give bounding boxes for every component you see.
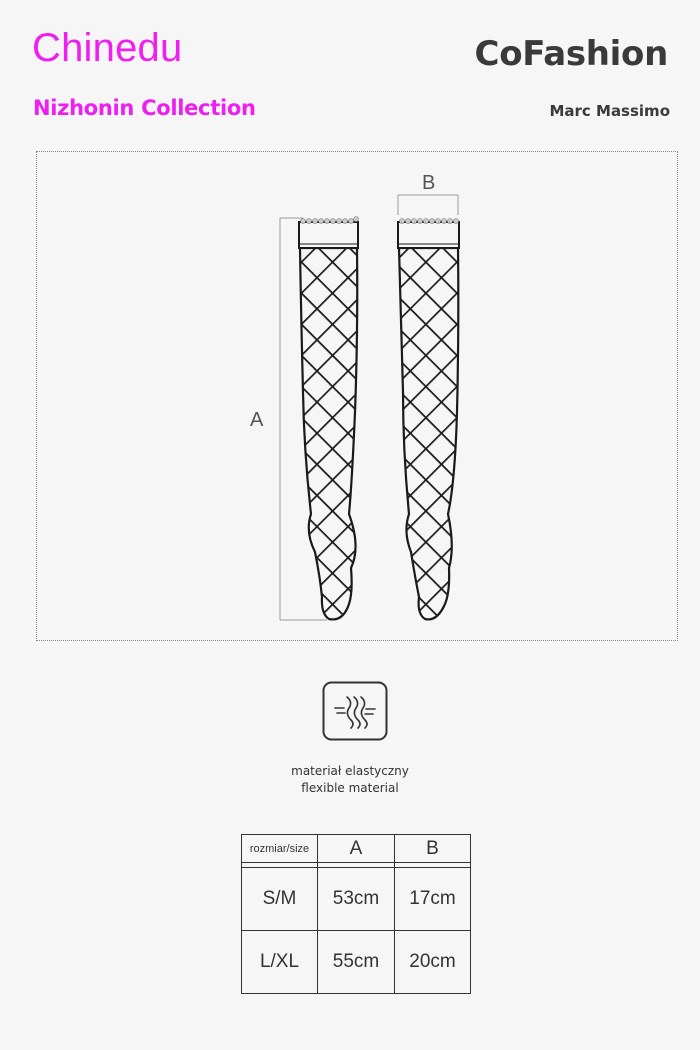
size-cell: S/M	[242, 868, 318, 931]
brand-logo: CoFashion	[474, 34, 668, 74]
feature-caption-en: flexible material	[301, 781, 399, 795]
size-table	[241, 834, 471, 994]
measure-b-cell: 17cm	[395, 868, 471, 931]
dimension-a-label: A	[250, 409, 264, 431]
stockings-diagram	[36, 151, 678, 641]
product-name: Chinedu	[32, 26, 183, 70]
left-stocking	[299, 217, 358, 620]
size-column-header: rozmiar/size	[242, 835, 318, 863]
designer-name: Marc Massimo	[549, 102, 670, 120]
measure-a-cell: 55cm	[318, 931, 395, 994]
table-row	[242, 931, 471, 994]
size-cell: L/XL	[242, 931, 318, 994]
measure-a-cell: 53cm	[318, 868, 395, 931]
collection-name: Nizhonin Collection	[33, 96, 256, 120]
col-a-header: A	[318, 835, 395, 863]
dimension-b-line	[398, 195, 458, 215]
stockings-illustration	[37, 152, 679, 642]
table-row	[242, 868, 471, 931]
right-stocking	[398, 219, 459, 620]
size-table-header	[242, 835, 471, 863]
col-b-header: B	[395, 835, 471, 863]
stretch-waves-icon	[322, 681, 388, 741]
feature-caption-pl: materiał elastyczny	[291, 764, 409, 778]
measure-b-cell: 20cm	[395, 931, 471, 994]
dimension-b-label: B	[422, 172, 436, 194]
